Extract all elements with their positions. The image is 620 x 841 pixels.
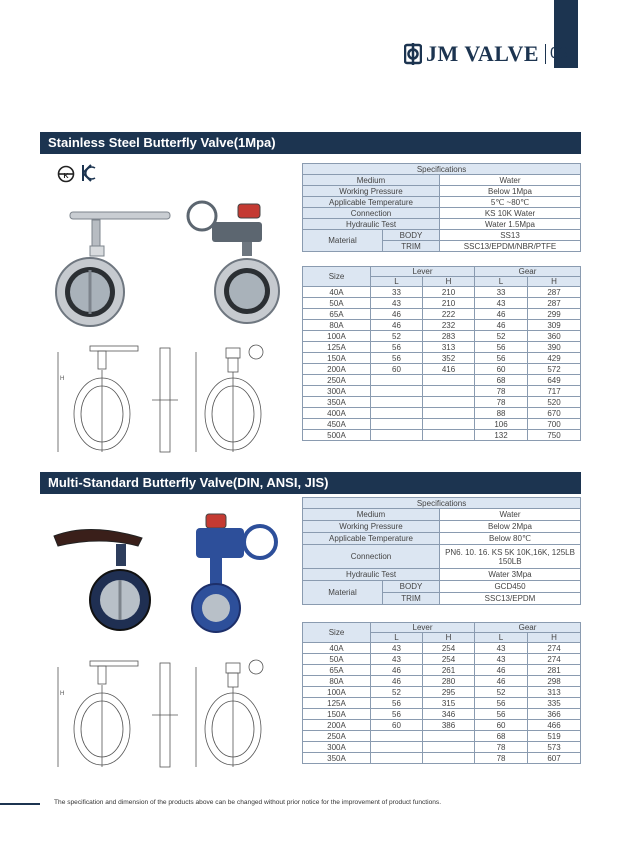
page-number: 03 [550, 45, 568, 62]
table-row [303, 676, 581, 687]
table-row [303, 654, 581, 665]
dimension-cell: 254 [423, 654, 475, 665]
size-cell: 50A [303, 298, 371, 309]
dimension-cell: 298 [528, 676, 581, 687]
spec-value: Water 3Mpa [440, 569, 581, 581]
table-row [303, 320, 581, 331]
dimension-cell: 717 [528, 386, 581, 397]
dimension-cell: 210 [423, 298, 475, 309]
svg-text:H: H [60, 376, 65, 382]
gear-header: Gear [475, 623, 581, 633]
dimension-cell: 46 [475, 676, 528, 687]
dimension-cell: 46 [371, 309, 423, 320]
dimension-cell [371, 430, 423, 441]
dimension-cell: 68 [475, 731, 528, 742]
dimension-cell: 132 [475, 430, 528, 441]
table-row [303, 687, 581, 698]
dimension-cell: 222 [423, 309, 475, 320]
kc-mark-icon [80, 163, 96, 183]
dimension-cell: 281 [528, 665, 581, 676]
brand-logo [404, 41, 568, 67]
dimension-cell: 78 [475, 397, 528, 408]
dimension-cell [423, 419, 475, 430]
table-row [303, 342, 581, 353]
dimension-cell [371, 742, 423, 753]
dimension-cell: 750 [528, 430, 581, 441]
spec-value: 5℃ ~80℃ [440, 197, 581, 208]
spec-label: Connection [303, 545, 440, 569]
dimension-cell: 466 [528, 720, 581, 731]
dimension-cell: 274 [528, 654, 581, 665]
spec-label: Applicable Temperature [303, 533, 440, 545]
svg-text:K: K [63, 173, 69, 180]
gear-h-header: H [528, 277, 581, 287]
lever-h-header: H [423, 277, 475, 287]
spec-label: Connection [303, 208, 440, 219]
spec-label: Hydraulic Test [303, 219, 440, 230]
table-row [303, 364, 581, 375]
size-cell: 300A [303, 386, 371, 397]
dimension-cell: 46 [475, 309, 528, 320]
gear-header: Gear [475, 267, 581, 277]
table-row [303, 287, 581, 298]
dimension-cell: 210 [423, 287, 475, 298]
trim-value: SSC13/EPDM [440, 593, 581, 605]
dimension-cell [423, 731, 475, 742]
jm-valve-logo-icon [404, 43, 422, 65]
dimension-cell: 43 [371, 654, 423, 665]
dimension-cell: 313 [528, 687, 581, 698]
dimension-cell [371, 375, 423, 386]
dimension-cell: 232 [423, 320, 475, 331]
dimension-cell: 56 [475, 698, 528, 709]
table-row [303, 353, 581, 364]
specifications-table-stainless [302, 163, 581, 252]
size-cell: 125A [303, 342, 371, 353]
dimension-cell: 60 [371, 720, 423, 731]
spec-label: Working Pressure [303, 186, 440, 197]
dimension-cell: 287 [528, 287, 581, 298]
dimension-cell: 56 [371, 709, 423, 720]
dimension-cell: 43 [475, 654, 528, 665]
size-cell: 125A [303, 698, 371, 709]
spec-header: Specifications [303, 164, 581, 175]
dimension-cell: 309 [528, 320, 581, 331]
size-cell: 200A [303, 720, 371, 731]
size-cell: 80A [303, 676, 371, 687]
dimension-cell [423, 430, 475, 441]
size-cell: 80A [303, 320, 371, 331]
table-row [303, 720, 581, 731]
dimension-cell [423, 386, 475, 397]
spec-header: Specifications [303, 498, 581, 509]
dimension-cell: 283 [423, 331, 475, 342]
spec-value: PN6. 10. 16. KS 5K 10K,16K, 125LB 150LB [440, 545, 581, 569]
dimension-cell: 429 [528, 353, 581, 364]
spec-value: Water [440, 175, 581, 186]
spec-label: Medium [303, 175, 440, 186]
spec-value: KS 10K Water [440, 208, 581, 219]
size-header: Size [303, 267, 371, 287]
dimension-cell: 352 [423, 353, 475, 364]
dimension-cell: 56 [371, 342, 423, 353]
body-label: BODY [383, 581, 440, 593]
table-row [303, 643, 581, 654]
dimension-cell [423, 397, 475, 408]
table-row [303, 397, 581, 408]
size-cell: 100A [303, 687, 371, 698]
brand-name: JM VALVE [426, 41, 540, 66]
dimension-cell: 346 [423, 709, 475, 720]
lever-h-header: H [423, 633, 475, 643]
specifications-table-multi-standard [302, 497, 581, 605]
body-value: GCD450 [440, 581, 581, 593]
dimension-cell: 700 [528, 419, 581, 430]
dimension-cell: 43 [371, 298, 423, 309]
body-label: BODY [383, 230, 440, 241]
dimension-cell: 78 [475, 742, 528, 753]
dimension-cell: 33 [475, 287, 528, 298]
dimension-cell: 287 [528, 298, 581, 309]
dimension-cell: 572 [528, 364, 581, 375]
gear-l-header: L [475, 277, 528, 287]
dimension-cell: 390 [528, 342, 581, 353]
dimension-cell [423, 408, 475, 419]
dimension-cell [423, 375, 475, 386]
dimension-cell: 335 [528, 698, 581, 709]
table-row [303, 408, 581, 419]
size-cell: 300A [303, 742, 371, 753]
section-title-stainless: Stainless Steel Butterfly Valve(1Mpa) [40, 132, 581, 154]
dimension-cell: 386 [423, 720, 475, 731]
spec-label: Medium [303, 509, 440, 521]
spec-value: Water 1.5Mpa [440, 219, 581, 230]
dimension-cell: 520 [528, 397, 581, 408]
gear-h-header: H [528, 633, 581, 643]
size-cell: 150A [303, 353, 371, 364]
table-row [303, 665, 581, 676]
dimension-cell [371, 397, 423, 408]
dimension-cell: 78 [475, 386, 528, 397]
dimension-cell: 43 [475, 643, 528, 654]
dimension-cell: 519 [528, 731, 581, 742]
spec-value: Water [440, 509, 581, 521]
spec-value: Below 1Mpa [440, 186, 581, 197]
size-cell: 100A [303, 331, 371, 342]
dimension-cell [371, 408, 423, 419]
material-label: Material [303, 581, 383, 605]
table-row [303, 731, 581, 742]
lever-valve-photo [50, 516, 160, 636]
dimension-cell: 56 [475, 342, 528, 353]
dimension-cell: 46 [475, 665, 528, 676]
spec-value: Below 80℃ [440, 533, 581, 545]
gear-valve-photo [182, 512, 282, 637]
dimension-cell [371, 731, 423, 742]
dimension-cell: 607 [528, 753, 581, 764]
dimension-cell: 52 [475, 331, 528, 342]
body-value: SS13 [440, 230, 581, 241]
dimension-drawings [56, 655, 282, 770]
dimension-cell: 60 [475, 720, 528, 731]
dimension-cell: 261 [423, 665, 475, 676]
size-cell: 40A [303, 643, 371, 654]
dimension-cell: 280 [423, 676, 475, 687]
trim-value: SSC13/EPDM/NBR/PTFE [440, 241, 581, 252]
dimension-cell: 52 [475, 687, 528, 698]
table-row [303, 331, 581, 342]
footer-note: The specification and dimension of the products above can be changed without prior notice for the improvement of product functions. [54, 799, 442, 806]
dimension-cell: 88 [475, 408, 528, 419]
dimension-cell: 56 [475, 353, 528, 364]
dimension-cell: 670 [528, 408, 581, 419]
table-row [303, 419, 581, 430]
lever-l-header: L [371, 277, 423, 287]
dimension-cell: 33 [371, 287, 423, 298]
dimension-cell: 56 [371, 353, 423, 364]
table-row [303, 298, 581, 309]
dimension-cell: 46 [371, 320, 423, 331]
dimension-cell: 254 [423, 643, 475, 654]
table-row [303, 309, 581, 320]
dimension-cell: 315 [423, 698, 475, 709]
size-cell: 65A [303, 309, 371, 320]
dimension-drawings [56, 340, 282, 455]
size-cell: 250A [303, 731, 371, 742]
dimension-cell: 43 [371, 643, 423, 654]
dimension-cell: 274 [528, 643, 581, 654]
dimension-cell: 46 [475, 320, 528, 331]
trim-label: TRIM [383, 241, 440, 252]
trim-label: TRIM [383, 593, 440, 605]
size-cell: 400A [303, 408, 371, 419]
dimensions-table-multi-standard [302, 622, 581, 764]
lever-header: Lever [371, 267, 475, 277]
size-cell: 350A [303, 753, 371, 764]
footer-rule [0, 803, 40, 805]
size-cell: 200A [303, 364, 371, 375]
section-title-multi-standard: Multi-Standard Butterfly Valve(DIN, ANSI, JIS) [40, 472, 581, 494]
dimension-cell: 573 [528, 742, 581, 753]
dimension-cell: 366 [528, 709, 581, 720]
size-cell: 450A [303, 419, 371, 430]
dimension-cell: 78 [475, 753, 528, 764]
spec-label: Hydraulic Test [303, 569, 440, 581]
table-row [303, 430, 581, 441]
lever-header: Lever [371, 623, 475, 633]
table-row [303, 386, 581, 397]
dimension-cell: 68 [475, 375, 528, 386]
dimension-cell: 416 [423, 364, 475, 375]
svg-text:H: H [60, 691, 65, 697]
size-header: Size [303, 623, 371, 643]
lever-valve-photo [50, 200, 190, 330]
dimension-cell: 295 [423, 687, 475, 698]
ks-mark-icon [56, 165, 76, 183]
size-cell: 350A [303, 397, 371, 408]
dimension-cell: 60 [475, 364, 528, 375]
size-cell: 250A [303, 375, 371, 386]
dimension-cell: 56 [371, 698, 423, 709]
table-row [303, 753, 581, 764]
dimension-cell: 649 [528, 375, 581, 386]
dimension-cell: 360 [528, 331, 581, 342]
table-row [303, 698, 581, 709]
gear-valve-photo [182, 198, 282, 328]
table-row [303, 709, 581, 720]
size-cell: 500A [303, 430, 371, 441]
dimension-cell: 52 [371, 331, 423, 342]
dimension-cell: 313 [423, 342, 475, 353]
dimension-cell [371, 419, 423, 430]
dimension-cell: 52 [371, 687, 423, 698]
spec-label: Applicable Temperature [303, 197, 440, 208]
dimension-cell [423, 742, 475, 753]
dimension-cell: 56 [475, 709, 528, 720]
size-cell: 65A [303, 665, 371, 676]
dimension-cell [371, 753, 423, 764]
lever-l-header: L [371, 633, 423, 643]
spec-value: Below 2Mpa [440, 521, 581, 533]
dimensions-table-stainless [302, 266, 581, 441]
size-cell: 50A [303, 654, 371, 665]
dimension-cell: 60 [371, 364, 423, 375]
dimension-cell: 106 [475, 419, 528, 430]
dimension-cell: 299 [528, 309, 581, 320]
material-label: Material [303, 230, 383, 252]
table-row [303, 742, 581, 753]
dimension-cell: 43 [475, 298, 528, 309]
spec-label: Working Pressure [303, 521, 440, 533]
table-row [303, 375, 581, 386]
size-cell: 150A [303, 709, 371, 720]
dimension-cell: 46 [371, 676, 423, 687]
size-cell: 40A [303, 287, 371, 298]
gear-l-header: L [475, 633, 528, 643]
dimension-cell [423, 753, 475, 764]
brand-divider [545, 44, 546, 64]
dimension-cell [371, 386, 423, 397]
dimension-cell: 46 [371, 665, 423, 676]
